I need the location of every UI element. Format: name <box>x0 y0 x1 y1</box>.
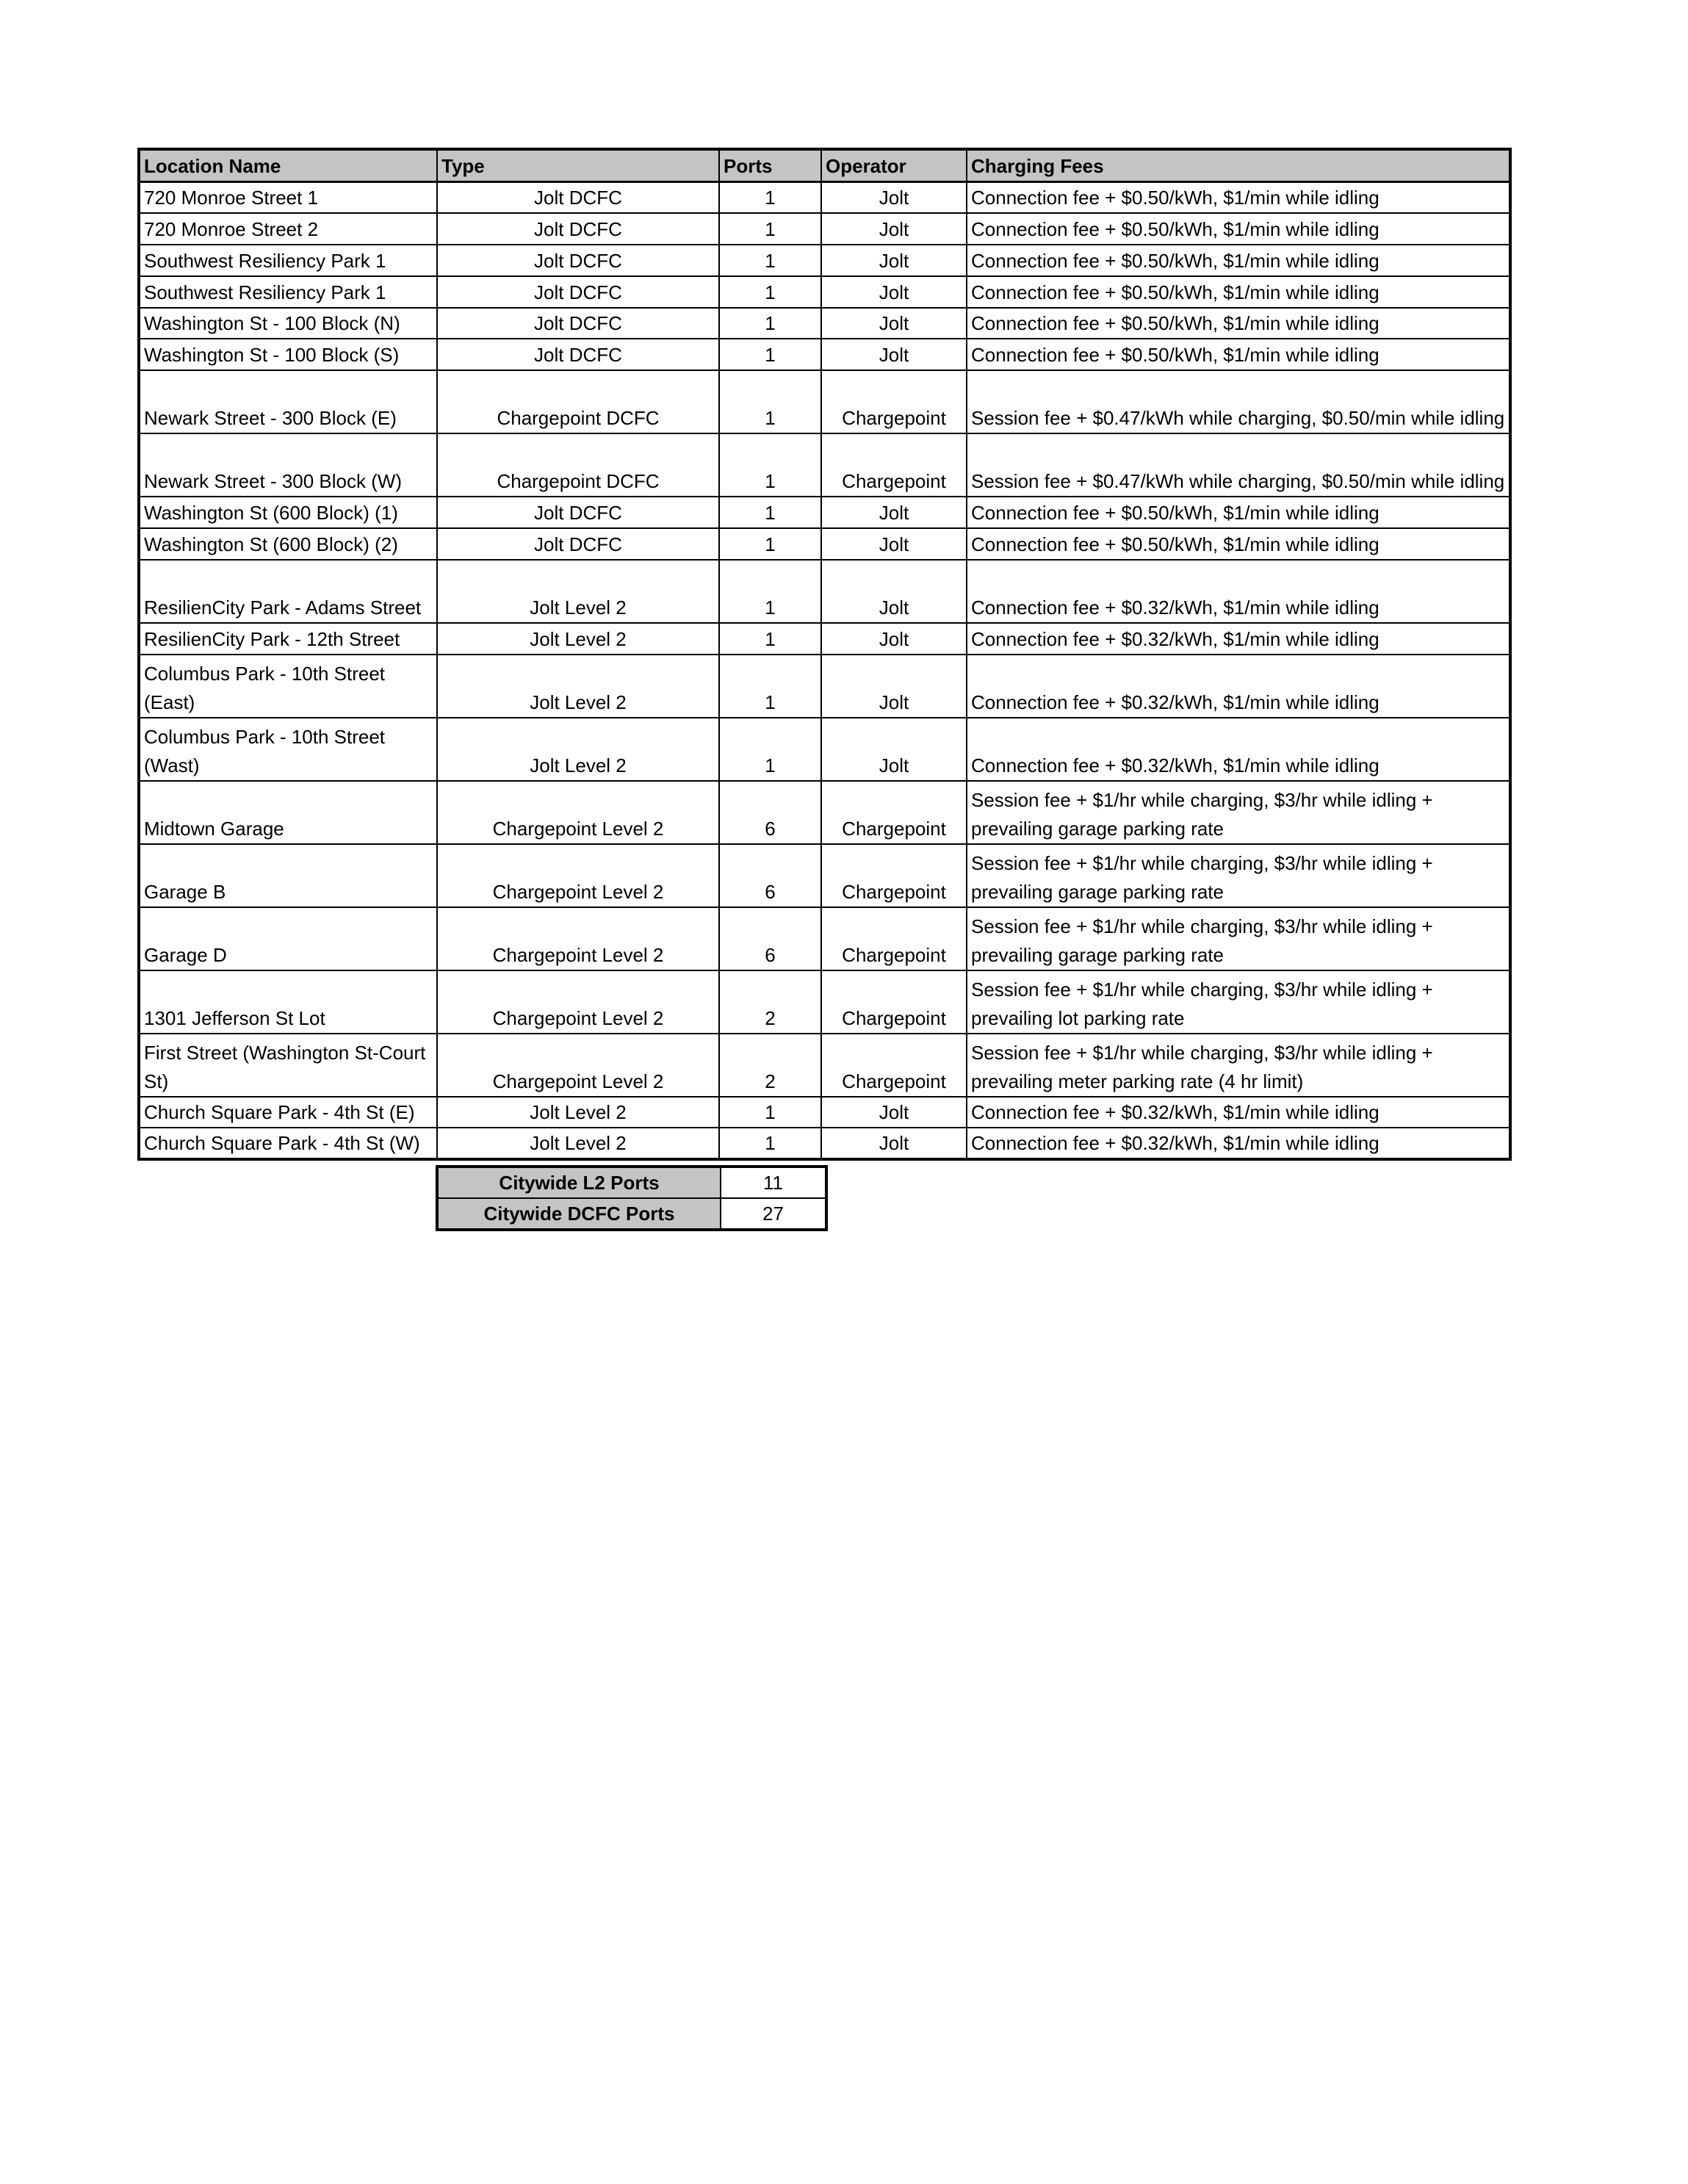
cell-operator: Jolt <box>821 655 967 718</box>
table-row <box>139 276 1510 308</box>
cell-operator: Chargepoint <box>821 970 967 1034</box>
table-row <box>139 213 1510 245</box>
cell-fees: Session fee + $1/hr while charging, $3/hr while idling + prevailing lot parking rate <box>967 970 1510 1034</box>
cell-operator: Chargepoint <box>821 907 967 970</box>
table-row <box>139 1128 1510 1159</box>
cell-type: Jolt Level 2 <box>437 623 719 655</box>
cell-type: Chargepoint Level 2 <box>437 907 719 970</box>
table-row <box>139 718 1510 781</box>
cell-operator: Jolt <box>821 182 967 214</box>
cell-operator: Jolt <box>821 213 967 245</box>
cell-fees: Connection fee + $0.50/kWh, $1/min while idling <box>967 497 1510 528</box>
citywide-dcfc-ports-value: 27 <box>721 1198 826 1230</box>
table-row <box>139 245 1510 276</box>
citywide-dcfc-ports-label: Citywide DCFC Ports <box>437 1198 721 1230</box>
cell-operator: Chargepoint <box>821 433 967 497</box>
cell-operator: Chargepoint <box>821 844 967 907</box>
header-ports: Ports <box>719 149 821 182</box>
cell-location: Southwest Resiliency Park 1 <box>139 245 437 276</box>
cell-fees: Connection fee + $0.50/kWh, $1/min while idling <box>967 245 1510 276</box>
cell-ports: 2 <box>719 970 821 1034</box>
table-row <box>139 339 1510 370</box>
cell-location: Columbus Park - 10th Street (East) <box>139 655 437 718</box>
cell-ports: 1 <box>719 497 821 528</box>
cell-ports: 1 <box>719 276 821 308</box>
table-row <box>139 970 1510 1034</box>
table-row <box>139 1034 1510 1097</box>
cell-operator: Jolt <box>821 623 967 655</box>
cell-type: Chargepoint Level 2 <box>437 844 719 907</box>
cell-fees: Session fee + $0.47/kWh while charging, $0.50/min while idling <box>967 370 1510 433</box>
cell-fees: Session fee + $1/hr while charging, $3/hr while idling + prevailing garage parking rate <box>967 781 1510 844</box>
cell-ports: 1 <box>719 245 821 276</box>
cell-ports: 1 <box>719 182 821 214</box>
cell-ports: 1 <box>719 560 821 623</box>
header-operator: Operator <box>821 149 967 182</box>
table-row <box>139 560 1510 623</box>
table-row <box>139 308 1510 339</box>
cell-ports: 1 <box>719 433 821 497</box>
cell-operator: Jolt <box>821 308 967 339</box>
cell-operator: Chargepoint <box>821 1034 967 1097</box>
cell-type: Jolt DCFC <box>437 245 719 276</box>
cell-fees: Session fee + $1/hr while charging, $3/hr while idling + prevailing meter parking rate (4 hr limit) <box>967 1034 1510 1097</box>
header-type: Type <box>437 149 719 182</box>
cell-operator: Chargepoint <box>821 370 967 433</box>
cell-ports: 1 <box>719 623 821 655</box>
cell-ports: 1 <box>719 1128 821 1159</box>
cell-type: Jolt Level 2 <box>437 1128 719 1159</box>
cell-type: Chargepoint Level 2 <box>437 781 719 844</box>
cell-operator: Jolt <box>821 560 967 623</box>
citywide-l2-ports-value: 11 <box>721 1167 826 1198</box>
cell-operator: Jolt <box>821 1097 967 1128</box>
cell-ports: 1 <box>719 308 821 339</box>
table-row <box>139 1097 1510 1128</box>
cell-ports: 6 <box>719 907 821 970</box>
cell-ports: 1 <box>719 1097 821 1128</box>
cell-fees: Session fee + $0.47/kWh while charging, $0.50/min while idling <box>967 433 1510 497</box>
cell-ports: 1 <box>719 370 821 433</box>
table-row <box>139 528 1510 560</box>
cell-operator: Jolt <box>821 1128 967 1159</box>
cell-location: Washington St (600 Block) (1) <box>139 497 437 528</box>
charging-stations-table <box>137 148 1512 1161</box>
cell-operator: Jolt <box>821 718 967 781</box>
cell-location: Washington St - 100 Block (N) <box>139 308 437 339</box>
cell-ports: 1 <box>719 718 821 781</box>
cell-fees: Connection fee + $0.32/kWh, $1/min while idling <box>967 560 1510 623</box>
cell-type: Chargepoint DCFC <box>437 433 719 497</box>
cell-type: Jolt Level 2 <box>437 718 719 781</box>
cell-operator: Jolt <box>821 339 967 370</box>
cell-ports: 2 <box>719 1034 821 1097</box>
table-row <box>139 497 1510 528</box>
cell-operator: Chargepoint <box>821 781 967 844</box>
table-row <box>139 844 1510 907</box>
cell-location: Washington St (600 Block) (2) <box>139 528 437 560</box>
cell-location: Washington St - 100 Block (S) <box>139 339 437 370</box>
cell-operator: Jolt <box>821 528 967 560</box>
cell-location: ResilienCity Park - Adams Street <box>139 560 437 623</box>
cell-fees: Connection fee + $0.32/kWh, $1/min while idling <box>967 623 1510 655</box>
cell-fees: Connection fee + $0.50/kWh, $1/min while idling <box>967 308 1510 339</box>
cell-operator: Jolt <box>821 497 967 528</box>
cell-fees: Session fee + $1/hr while charging, $3/hr while idling + prevailing garage parking rate <box>967 844 1510 907</box>
cell-location: 1301 Jefferson St Lot <box>139 970 437 1034</box>
cell-type: Chargepoint Level 2 <box>437 970 719 1034</box>
cell-fees: Connection fee + $0.32/kWh, $1/min while idling <box>967 1128 1510 1159</box>
totals-row-l2 <box>437 1167 826 1198</box>
cell-ports: 1 <box>719 339 821 370</box>
cell-type: Jolt DCFC <box>437 276 719 308</box>
cell-location: 720 Monroe Street 2 <box>139 213 437 245</box>
table-row <box>139 182 1510 214</box>
cell-type: Jolt DCFC <box>437 182 719 214</box>
cell-type: Jolt Level 2 <box>437 560 719 623</box>
cell-fees: Session fee + $1/hr while charging, $3/hr while idling + prevailing garage parking rate <box>967 907 1510 970</box>
cell-location: Southwest Resiliency Park 1 <box>139 276 437 308</box>
cell-type: Chargepoint Level 2 <box>437 1034 719 1097</box>
header-charging-fees: Charging Fees <box>967 149 1510 182</box>
cell-fees: Connection fee + $0.32/kWh, $1/min while idling <box>967 718 1510 781</box>
cell-location: 720 Monroe Street 1 <box>139 182 437 214</box>
cell-ports: 6 <box>719 781 821 844</box>
cell-type: Jolt Level 2 <box>437 1097 719 1128</box>
cell-fees: Connection fee + $0.50/kWh, $1/min while idling <box>967 339 1510 370</box>
totals-row-dcfc <box>437 1198 826 1230</box>
cell-ports: 1 <box>719 528 821 560</box>
cell-ports: 1 <box>719 655 821 718</box>
cell-type: Jolt DCFC <box>437 528 719 560</box>
cell-location: ResilienCity Park - 12th Street <box>139 623 437 655</box>
cell-location: Midtown Garage <box>139 781 437 844</box>
table-row <box>139 623 1510 655</box>
cell-location: Columbus Park - 10th Street (Wast) <box>139 718 437 781</box>
table-row <box>139 655 1510 718</box>
cell-fees: Connection fee + $0.50/kWh, $1/min while idling <box>967 182 1510 214</box>
cell-type: Jolt Level 2 <box>437 655 719 718</box>
citywide-l2-ports-label: Citywide L2 Ports <box>437 1167 721 1198</box>
cell-fees: Connection fee + $0.32/kWh, $1/min while idling <box>967 655 1510 718</box>
cell-fees: Connection fee + $0.50/kWh, $1/min while idling <box>967 528 1510 560</box>
cell-location: Church Square Park - 4th St (W) <box>139 1128 437 1159</box>
cell-operator: Jolt <box>821 245 967 276</box>
cell-ports: 6 <box>719 844 821 907</box>
cell-location: First Street (Washington St-Court St) <box>139 1034 437 1097</box>
cell-location: Garage D <box>139 907 437 970</box>
cell-location: Newark Street - 300 Block (W) <box>139 433 437 497</box>
cell-location: Church Square Park - 4th St (E) <box>139 1097 437 1128</box>
cell-type: Chargepoint DCFC <box>437 370 719 433</box>
table-row <box>139 370 1510 433</box>
citywide-totals-table <box>436 1165 828 1231</box>
table-header-row <box>139 149 1510 182</box>
cell-fees: Connection fee + $0.32/kWh, $1/min while idling <box>967 1097 1510 1128</box>
cell-operator: Jolt <box>821 276 967 308</box>
cell-ports: 1 <box>719 213 821 245</box>
table-row <box>139 781 1510 844</box>
table-row <box>139 907 1510 970</box>
cell-fees: Connection fee + $0.50/kWh, $1/min while idling <box>967 213 1510 245</box>
cell-type: Jolt DCFC <box>437 497 719 528</box>
cell-location: Newark Street - 300 Block (E) <box>139 370 437 433</box>
cell-location: Garage B <box>139 844 437 907</box>
cell-fees: Connection fee + $0.50/kWh, $1/min while idling <box>967 276 1510 308</box>
cell-type: Jolt DCFC <box>437 339 719 370</box>
cell-type: Jolt DCFC <box>437 213 719 245</box>
table-row <box>139 433 1510 497</box>
cell-type: Jolt DCFC <box>437 308 719 339</box>
header-location: Location Name <box>139 149 437 182</box>
